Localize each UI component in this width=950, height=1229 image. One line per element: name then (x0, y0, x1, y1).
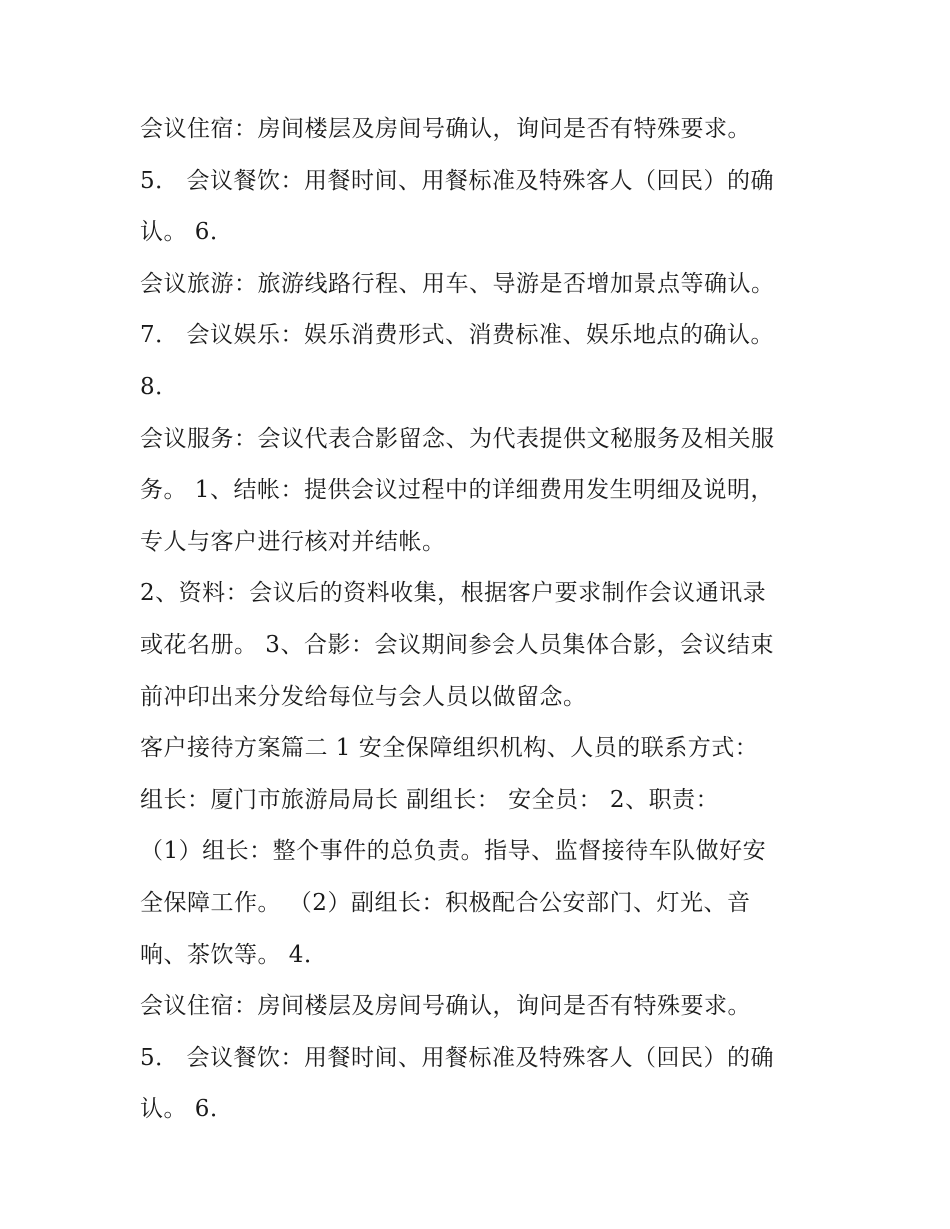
text-line: 5． 会议餐饮：用餐时间、用餐标准及特殊客人（回民）的确 (140, 1044, 774, 1071)
text-line: 务。 1、结帐：提供会议过程中的详细费用发生明细及说明， (140, 477, 774, 504)
text-line: 5． 会议餐饮：用餐时间、用餐标准及特殊客人（回民）的确 (140, 167, 774, 194)
text-line: 或花名册。 3、合影：会议期间参会人员集体合影，会议结束 (140, 631, 774, 658)
text-line: 认。 6． (140, 1096, 234, 1123)
text-line: 会议旅游：旅游线路行程、用车、导游是否增加景点等确认。 (140, 270, 775, 297)
text-line: 组长：厦门市旅游局局长 副组长： 安全员： 2、职责： (140, 786, 720, 813)
text-line: 2、资料：会议后的资料收集，根据客户要求制作会议通讯录 (140, 580, 767, 607)
text-line: （1）组长：整个事件的总负责。指导、监督接待车队做好安 (140, 838, 767, 865)
text-line: 会议住宿：房间楼层及房间号确认，询问是否有特殊要求。 (140, 993, 751, 1020)
text-line: 会议住宿：房间楼层及房间号确认，询问是否有特殊要求。 (140, 116, 751, 142)
text-line: 专人与客户进行核对并结帐。 (140, 528, 446, 555)
document-body (140, 104, 820, 1136)
text-line: 客户接待方案篇二 1 安全保障组织机构、人员的联系方式： (140, 735, 759, 762)
text-line: 前冲印出来分发给每位与会人员以做留念。 (140, 683, 587, 710)
text-line: 7． 会议娱乐：娱乐消费形式、消费标准、娱乐地点的确认。 (140, 322, 774, 349)
text-line: 会议服务：会议代表合影留念、为代表提供文秘服务及相关服 (140, 425, 775, 452)
text-line: 全保障工作。 （2）副组长：积极配合公安部门、灯光、音 (140, 889, 751, 916)
text-line: 认。 6． (140, 219, 234, 246)
text-line: 8． (140, 373, 179, 400)
text-line: 响、茶饮等。 4． (140, 941, 328, 968)
